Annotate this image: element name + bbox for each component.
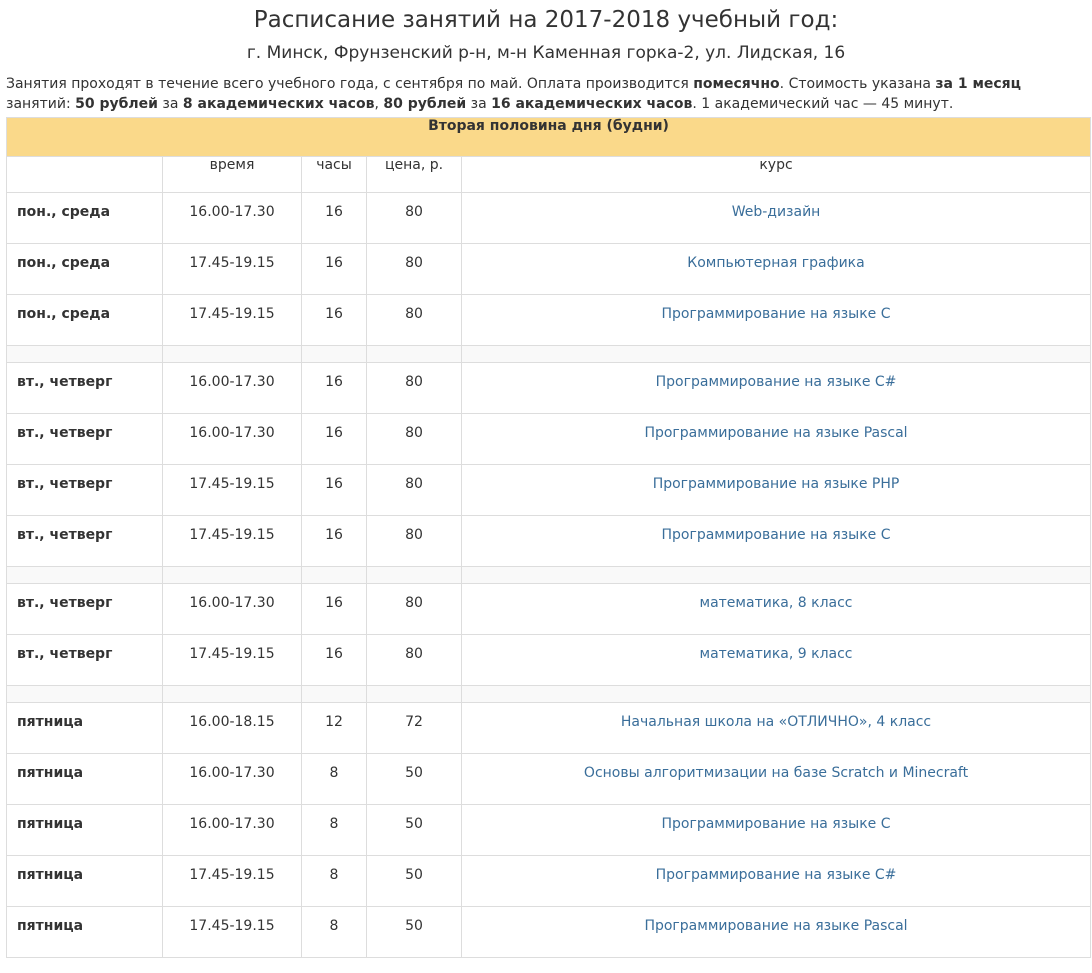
table-row [7,363,1091,414]
cell-hours-text: 16 [325,255,343,271]
cell-price-text: 80 [405,527,423,543]
separator-cell [7,346,163,363]
cell-price-text: 80 [405,425,423,441]
cell-price [367,244,462,295]
cell-day-text: пон., среда [17,204,111,220]
cell-price-text: 80 [405,374,423,390]
cell-day [7,465,163,516]
course-wrapper [462,635,1090,662]
cell-course [462,907,1091,958]
course-link[interactable]: Программирование на языке PHP [652,476,900,492]
cell-day-text: вт., четверг [17,595,113,611]
cell-day-text: вт., четверг [17,425,113,441]
column-header-course: курс [462,157,1091,193]
table-row [7,516,1091,567]
cell-course [462,465,1091,516]
cell-time-text: 16.00-17.30 [189,816,275,832]
cell-time [163,635,302,686]
course-link[interactable]: Начальная школа на «ОТЛИЧНО», 4 класс [620,714,932,730]
cell-hours-text: 16 [325,425,343,441]
cell-day-text: пятница [17,918,84,934]
cell-hours-text: 16 [325,595,343,611]
cell-day [7,584,163,635]
table-row [7,635,1091,686]
table-row [7,856,1091,907]
cell-hours [302,244,367,295]
cell-price-text: 80 [405,204,423,220]
course-wrapper [462,363,1090,390]
cell-day-text: пон., среда [17,306,111,322]
course-wrapper [462,465,1090,492]
cell-day-text: пятница [17,714,84,730]
section-header-row [7,118,1091,157]
course-wrapper [462,754,1090,781]
cell-price [367,907,462,958]
table-row [7,754,1091,805]
cell-time [163,516,302,567]
cell-price-text: 80 [405,595,423,611]
separator-cell [462,346,1091,363]
cell-time-text: 16.00-17.30 [189,765,275,781]
course-link[interactable]: Программирование на языке С [661,306,891,322]
separator-cell [462,567,1091,584]
separator-cell [7,567,163,584]
cell-course [462,703,1091,754]
cell-hours-text: 16 [325,646,343,662]
cell-hours [302,907,367,958]
cell-day-text: вт., четверг [17,646,113,662]
cell-day [7,635,163,686]
separator-cell [302,346,367,363]
course-link[interactable]: Программирование на языке С [661,816,891,832]
cell-time [163,856,302,907]
cell-day [7,703,163,754]
schedule-table [6,117,1091,958]
cell-price [367,805,462,856]
cell-price [367,856,462,907]
cell-day [7,363,163,414]
intro-text: Занятия проходят в течение всего учебного года, с сентября по май. Оплата производится помесячно. Стоимость указана за 1 месяц занятий: 50 рублей за 8 академических часов, 80 рублей за 16 академических часов. 1 академический час — 45 минут. [6,76,1022,112]
cell-day [7,193,163,244]
course-link[interactable]: Web-дизайн [731,204,821,220]
course-wrapper [462,414,1090,441]
cell-hours-text: 8 [329,765,339,781]
section-title: Вторая половина дня (будни) [7,118,1091,157]
cell-time-text: 16.00-17.30 [189,204,275,220]
separator-cell [163,567,302,584]
course-wrapper [462,516,1090,543]
course-link[interactable]: Программирование на языке Pascal [644,425,908,441]
cell-day-text: пятница [17,867,84,883]
cell-day [7,754,163,805]
cell-time-text: 16.00-17.30 [189,595,275,611]
column-header-hours: часы [302,157,367,193]
cell-day [7,856,163,907]
cell-hours [302,754,367,805]
cell-hours-text: 16 [325,476,343,492]
cell-course [462,856,1091,907]
cell-time [163,414,302,465]
table-row [7,244,1091,295]
cell-time [163,584,302,635]
cell-time-text: 17.45-19.15 [189,867,275,883]
cell-hours [302,295,367,346]
separator-cell [163,686,302,703]
cell-day [7,295,163,346]
column-header-price: цена, р. [367,157,462,193]
cell-hours [302,465,367,516]
cell-day-text: пятница [17,765,84,781]
cell-price [367,635,462,686]
separator-cell [302,686,367,703]
cell-course [462,805,1091,856]
separator-cell [367,567,462,584]
cell-day [7,516,163,567]
separator-cell [302,567,367,584]
course-link[interactable]: математика, 9 класс [699,646,853,662]
address-subtitle: г. Минск, Фрунзенский р-н, м-н Каменная горка-2, ул. Лидская, 16 [246,43,846,63]
cell-hours-text: 16 [325,306,343,322]
cell-price-text: 50 [405,816,423,832]
cell-day-text: вт., четверг [17,527,113,543]
group-separator-row [7,686,1091,703]
cell-day [7,907,163,958]
separator-cell [163,346,302,363]
cell-time-text: 16.00-17.30 [189,374,275,390]
cell-time-text: 17.45-19.15 [189,527,275,543]
course-link[interactable]: Программирование на языке С# [655,374,897,390]
cell-time [163,193,302,244]
course-wrapper [462,295,1090,322]
course-wrapper [462,856,1090,883]
cell-time [163,754,302,805]
cell-hours-text: 16 [325,527,343,543]
cell-hours-text: 16 [325,374,343,390]
cell-price [367,465,462,516]
table-row [7,193,1091,244]
cell-time-text: 17.45-19.15 [189,255,275,271]
cell-day [7,414,163,465]
table-row [7,414,1091,465]
separator-cell [462,686,1091,703]
course-link[interactable]: Программирование на языке Pascal [644,918,908,934]
cell-course [462,635,1091,686]
cell-price-text: 72 [405,714,423,730]
cell-time-text: 16.00-18.15 [189,714,275,730]
cell-hours-text: 16 [325,204,343,220]
page-title: Расписание занятий на 2017-2018 учебный год: [253,7,839,33]
cell-hours-text: 8 [329,816,339,832]
table-row [7,295,1091,346]
cell-price-text: 50 [405,867,423,883]
cell-course [462,516,1091,567]
table-row [7,584,1091,635]
cell-time-text: 16.00-17.30 [189,425,275,441]
cell-course [462,584,1091,635]
cell-time-text: 17.45-19.15 [189,646,275,662]
cell-course [462,193,1091,244]
cell-course [462,244,1091,295]
course-wrapper [462,907,1090,934]
cell-day-text: вт., четверг [17,476,113,492]
separator-cell [7,686,163,703]
separator-cell [367,686,462,703]
cell-price [367,363,462,414]
cell-price [367,414,462,465]
cell-hours-text: 12 [325,714,343,730]
cell-price [367,516,462,567]
course-link[interactable]: Компьютерная графика [687,255,865,271]
group-separator-row [7,567,1091,584]
cell-hours [302,856,367,907]
cell-day [7,805,163,856]
cell-price [367,703,462,754]
cell-time [163,805,302,856]
cell-hours [302,414,367,465]
group-separator-row [7,346,1091,363]
course-wrapper [462,703,1090,730]
cell-price-text: 50 [405,765,423,781]
course-wrapper [462,805,1090,832]
course-link[interactable]: Программирование на языке С [661,527,891,543]
course-link[interactable]: Основы алгоритмизации на базе Scratch и Minecraft [583,765,969,781]
cell-course [462,363,1091,414]
cell-day-text: вт., четверг [17,374,113,390]
cell-time [163,465,302,516]
cell-price-text: 80 [405,476,423,492]
course-link[interactable]: математика, 8 класс [699,595,853,611]
cell-hours [302,193,367,244]
cell-price [367,584,462,635]
cell-hours [302,363,367,414]
cell-price-text: 80 [405,255,423,271]
table-row [7,907,1091,958]
cell-day-text: пятница [17,816,84,832]
cell-time-text: 17.45-19.15 [189,306,275,322]
column-header-time: время [163,157,302,193]
cell-course [462,295,1091,346]
column-header-day [7,157,163,193]
course-link[interactable]: Программирование на языке С# [655,867,897,883]
cell-course [462,414,1091,465]
table-row [7,703,1091,754]
course-wrapper [462,584,1090,611]
separator-cell [367,346,462,363]
cell-day-text: пон., среда [17,255,111,271]
cell-course [462,754,1091,805]
cell-time-text: 17.45-19.15 [189,918,275,934]
column-header-row [7,157,1091,193]
cell-price-text: 80 [405,646,423,662]
cell-price [367,295,462,346]
cell-price-text: 50 [405,918,423,934]
course-wrapper [462,244,1090,271]
cell-hours [302,805,367,856]
cell-time [163,295,302,346]
table-row [7,465,1091,516]
cell-price [367,754,462,805]
cell-time [163,363,302,414]
cell-hours-text: 8 [329,918,339,934]
cell-time [163,907,302,958]
table-row [7,805,1091,856]
cell-hours-text: 8 [329,867,339,883]
cell-day [7,244,163,295]
cell-price-text: 80 [405,306,423,322]
cell-price [367,193,462,244]
cell-time [163,244,302,295]
course-wrapper [462,193,1090,220]
cell-hours [302,516,367,567]
cell-hours [302,635,367,686]
cell-time [163,703,302,754]
cell-time-text: 17.45-19.15 [189,476,275,492]
cell-hours [302,703,367,754]
cell-hours [302,584,367,635]
